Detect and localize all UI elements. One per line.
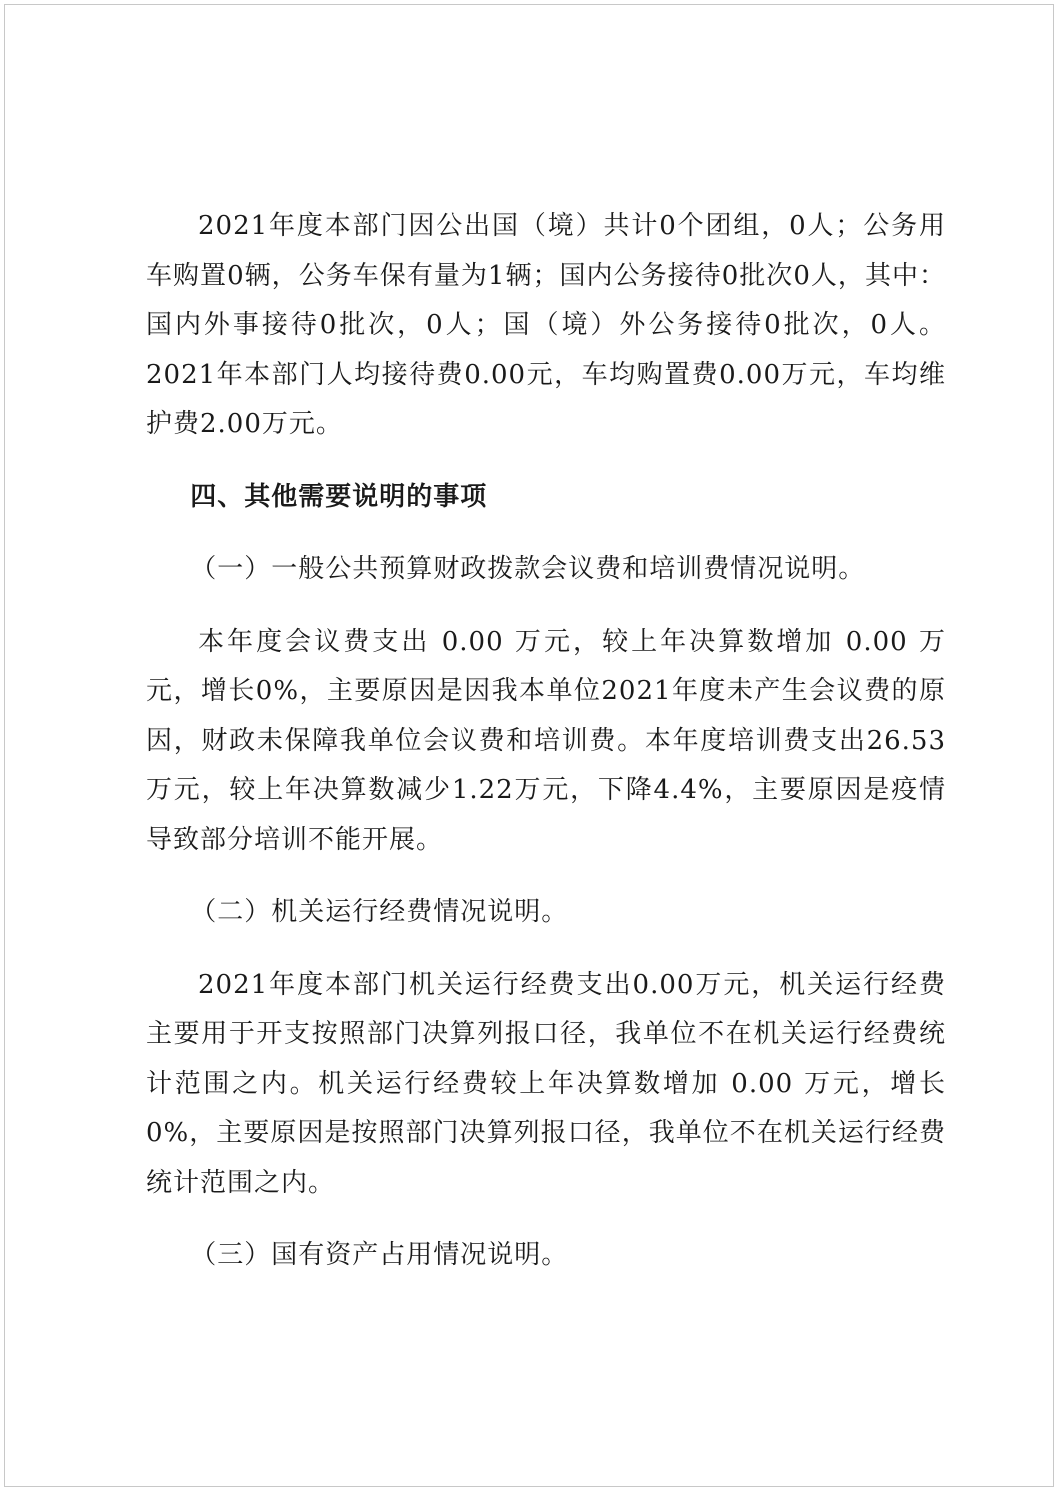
- document-body: [146, 202, 946, 1281]
- section-heading-other-matters: 四、其他需要说明的事项: [190, 481, 488, 512]
- subsection-heading-operating-expenses: （二）机关运行经费情况说明。: [190, 897, 569, 927]
- paragraph-operating-expenses: 2021年度本部门机关运行经费支出0.00万元，机关运行经费主要用于开支按照部门决算列报口径，我单位不在机关运行经费统计范围之内。机关运行经费较上年决算数增加 0.00 万元，增长0%，主要原因是按照部门决算列报口径，我单位不在机关运行经费统计范围之内。: [146, 969, 946, 1198]
- document-page: [4, 4, 1054, 1487]
- paragraph-meeting-training: 本年度会议费支出 0.00 万元，较上年决算数增加 0.00 万元，增长0%，主要原因是因我本单位2021年度未产生会议费的原因，财政未保障我单位会议费和培训费。本年度培训费支出26.53万元，较上年决算数减少1.22万元，下降4.4%，主要原因是疫情导致部分培训不能开展。: [146, 626, 946, 855]
- paragraph-official-expenses: 2021年度本部门因公出国（境）共计0个团组，0人；公务用车购置0辆，公务车保有量为1辆；国内公务接待0批次0人，其中：国内外事接待0批次，0人；国（境）外公务接待0批次，0人。2021年本部门人均接待费0.00元，车均购置费0.00万元，车均维护费2.00万元。: [146, 211, 946, 439]
- subsection-heading-meeting-training: （一）一般公共预算财政拨款会议费和培训费情况说明。: [190, 554, 866, 584]
- subsection-heading-state-assets: （三）国有资产占用情况说明。: [190, 1240, 569, 1270]
